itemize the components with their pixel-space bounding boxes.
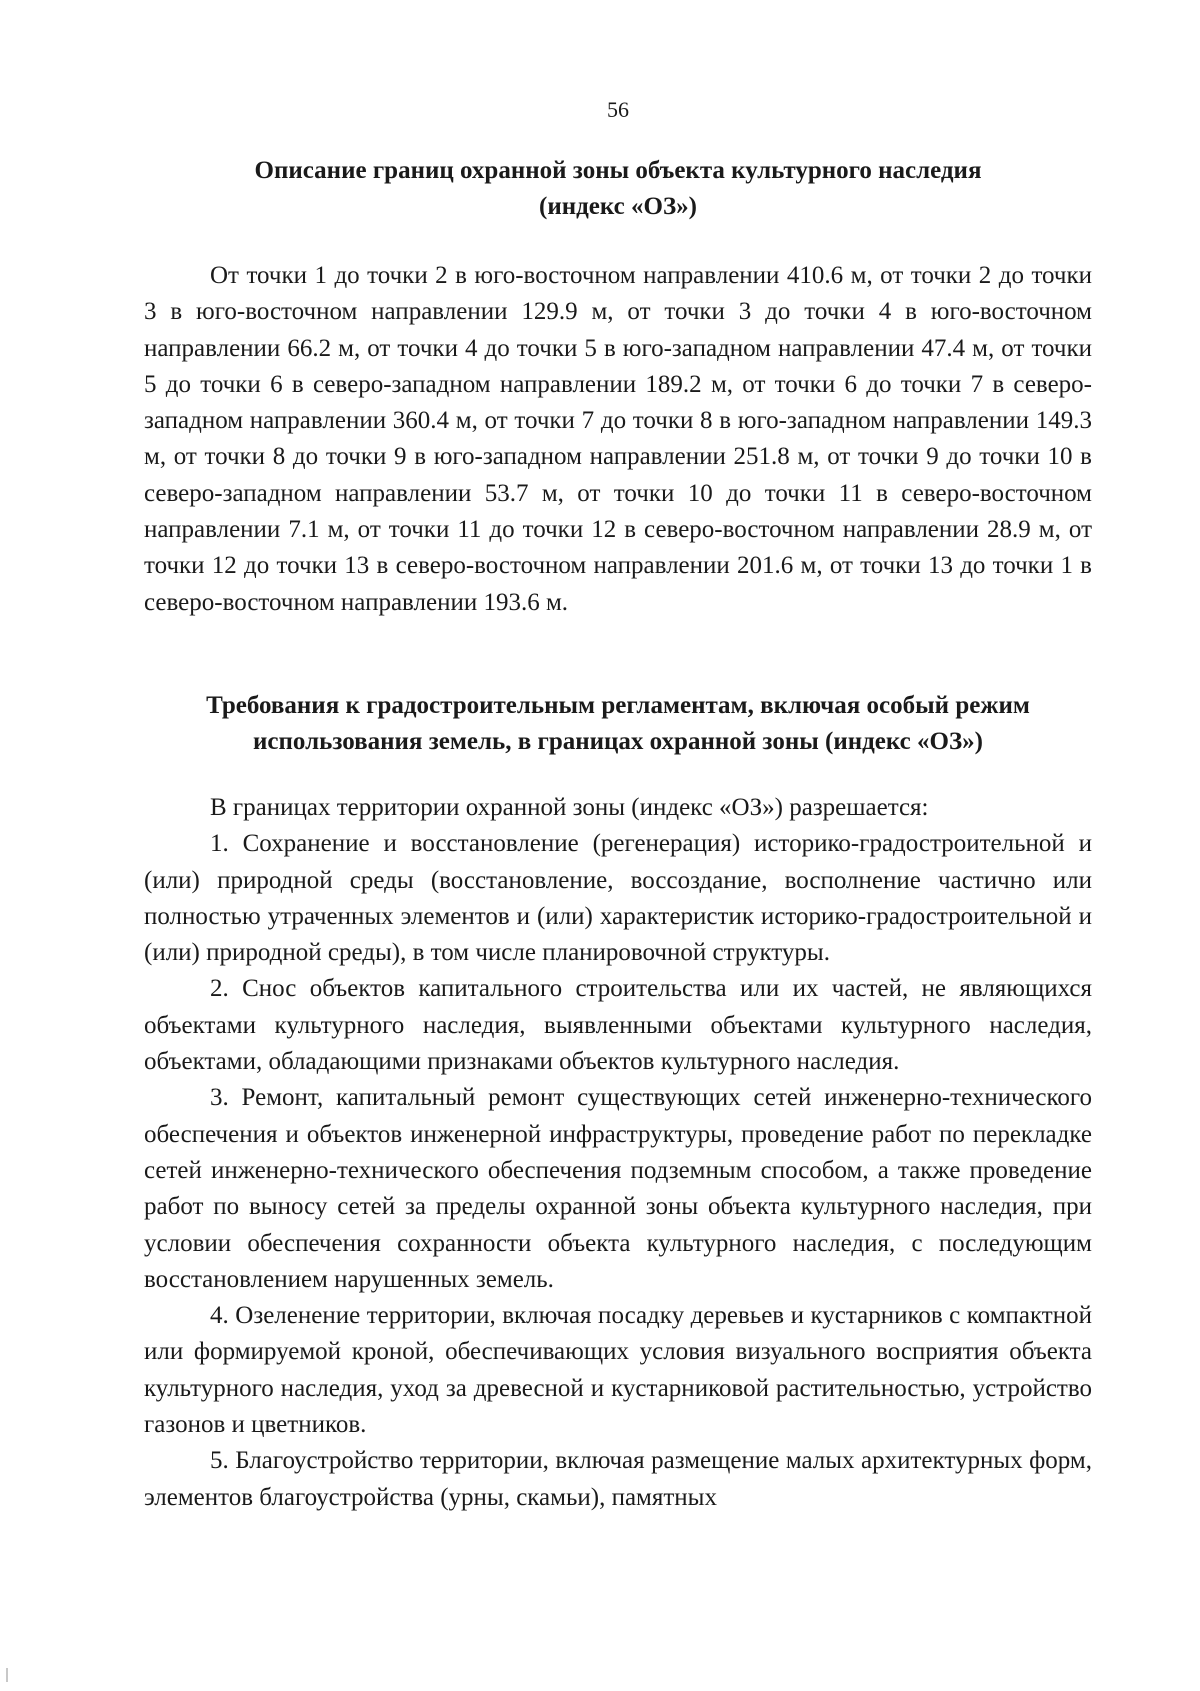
requirements-body <box>144 790 1092 1516</box>
requirements-intro: В границах территории охранной зоны (индекс «ОЗ») разрешается: <box>210 794 929 821</box>
section-heading-requirements <box>144 688 1092 760</box>
list-item: 4. Озеленение территории, включая посадку деревьев и кустарников с компактной или формируемой кроной, обеспечивающих условия визуального восприятия объекта культурного наследия, уход за древесной и кустарниковой растительностью, устройство газонов и цветников. <box>144 1302 1092 1439</box>
heading-line: Описание границ охранной зоны объекта культурного наследия <box>254 157 982 184</box>
boundaries-paragraph: От точки 1 до точки 2 в юго-восточном направлении 410.6 м, от точки 2 до точки 3 в юго-восточном направлении 129.9 м, от точки 3 до точки 4 в юго-восточном направлении 66.2 м, от точки 4 до точки 5 в юго-западном направлении 47.4 м, от точки 5 до точки 6 в северо-западном направлении 189.2 м, от точки 6 до точки 7 в северо-западном направлении 360.4 м, от точки 7 до точки 8 в юго-западном направлении 149.3 м, от точки 8 до точки 9 в юго-западном направлении 251.8 м, от точки 9 до точки 10 в северо-западном направлении 53.7 м, от точки 10 до точки 11 в северо-восточном направлении 7.1 м, от точки 11 до точки 12 в северо-восточном направлении 28.9 м, от точки 12 до точки 13 в северо-восточном направлении 201.6 м, от точки 13 до точки 1 в северо-восточном направлении 193.6 м. <box>144 262 1092 616</box>
scan-artifact <box>6 1668 8 1682</box>
list-item: 3. Ремонт, капитальный ремонт существующих сетей инженерно-технического обеспечения и объектов инженерной инфраструктуры, проведение работ по перекладке сетей инженерно-технического обеспечения подземным способом, а также проведение работ по выносу сетей за пределы охранной зоны объекта культурного наследия, при условии обеспечения сохранности объекта культурного наследия, с последующим восстановлением нарушенных земель. <box>144 1084 1092 1293</box>
section-heading-boundaries <box>144 153 1092 225</box>
list-item: 2. Снос объектов капитального строительства или их частей, не являющихся объектами культурного наследия, выявленными объектами культурного наследия, объектами, обладающими признаками объектов культурного наследия. <box>144 975 1092 1076</box>
list-item: 1. Сохранение и восстановление (регенерация) историко-градостроительной и (или) природной среды (восстановление, воссоздание, восполнение частично или полностью утраченных элементов и (или) характеристик историко-градостроительной и (или) природной среды), в том числе планировочной структуры. <box>144 830 1092 967</box>
page-number: 56 <box>607 97 629 122</box>
heading-line: (индекс «ОЗ») <box>539 193 697 220</box>
list-item: 5. Благоустройство территории, включая размещение малых архитектурных форм, элементов благоустройства (урны, скамьи), памятных <box>144 1447 1092 1511</box>
heading-line: использования земель, в границах охранной зоны (индекс «ОЗ») <box>253 728 983 755</box>
boundaries-description <box>144 258 1092 621</box>
heading-line: Требования к градостроительным регламентам, включая особый режим <box>206 692 1030 719</box>
